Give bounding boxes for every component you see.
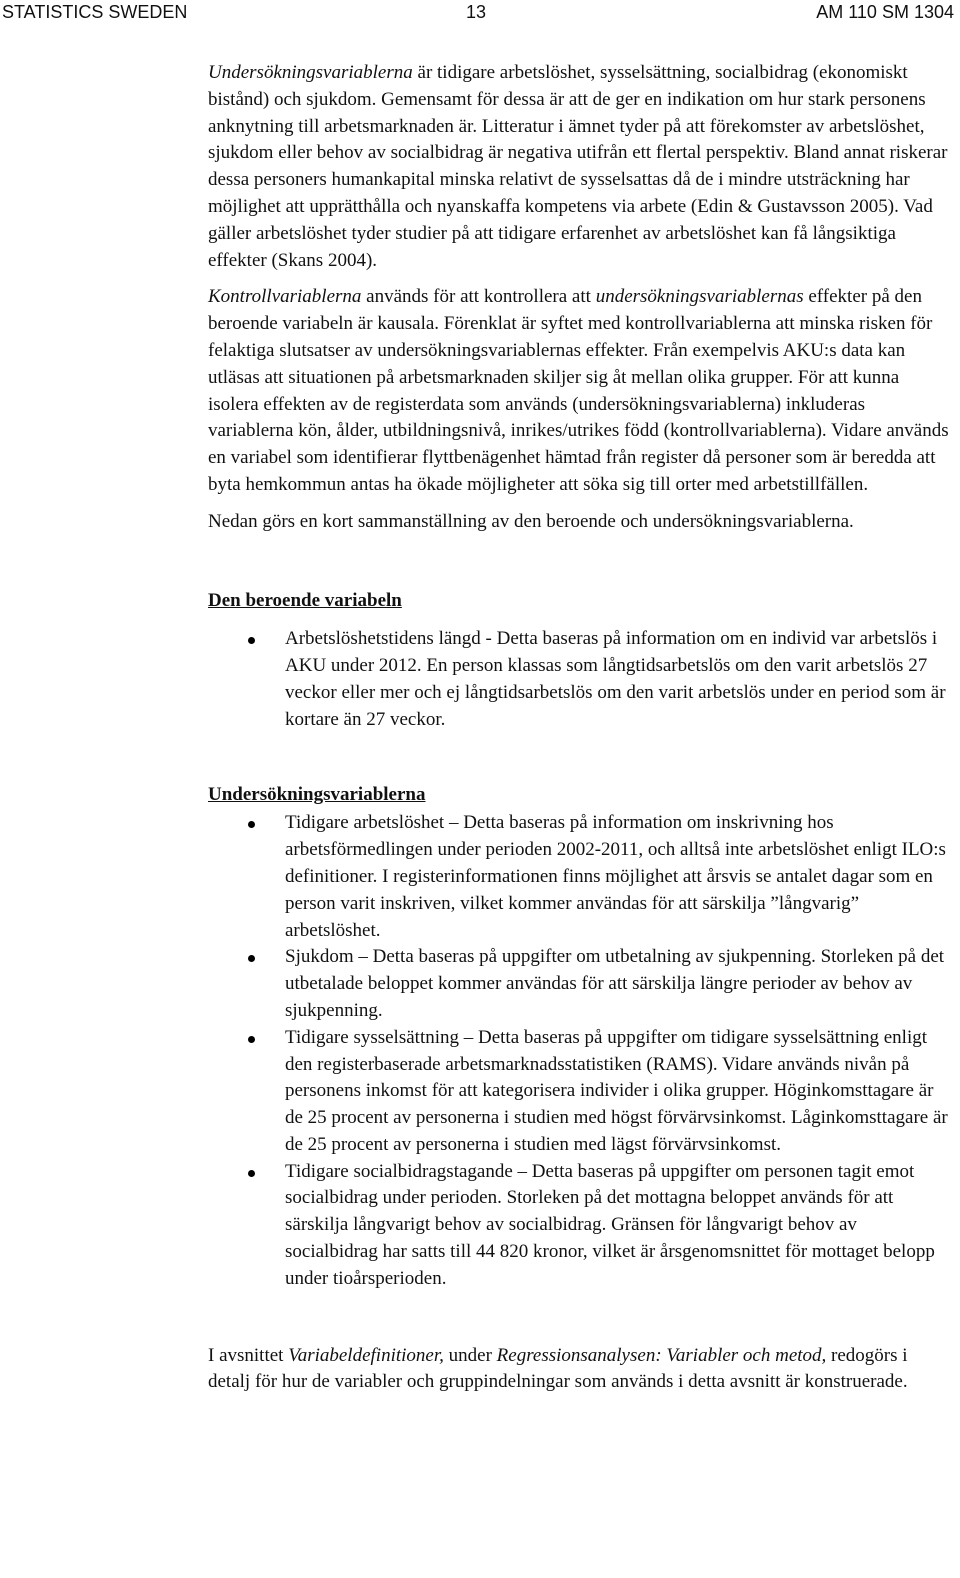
list-item (208, 1159, 954, 1293)
report-code: AM 110 SM 1304 (816, 2, 954, 22)
bullet-icon (248, 821, 255, 828)
paragraph-summary-intro: Nedan görs en kort sammanställning av den beroende och undersökningsvariablerna. (208, 510, 854, 532)
paragraph-text: effekter på den beroende variabeln är kausala. Förenklat är syftet med kontrollvariablerna att minska risken för felaktiga slutsatser av undersökningsvariablernas effekter. Från exempelvis AKU:s data kan utläsas att situationen på arbetsmarknaden skiljer sig åt mellan olika grupper. För att kunna isolera effekten av de registerdata som används (undersökningsvariablerna) inkluderas variablerna kön, ålder, utbildningsnivå, inrikes/utrikes född (kontrollvariablerna). Vidare används en variabel som identifierar flyttbenägenhet hämtad från register då personer som är beredda att byta hemkommun antas ha ökade möjligheter att söka sig till orter med arbetstillfällen. (208, 286, 949, 495)
section-reference: Variabeldefinitioner, (288, 1344, 444, 1366)
list-item (208, 810, 954, 944)
section-heading-study-variables: Undersökningsvariablerna (208, 783, 426, 805)
paragraph-text: under (443, 1344, 497, 1366)
paragraph-undersokningsvariabler (208, 60, 954, 274)
list-item-text: Sjukdom – Detta baseras på uppgifter om utbetalning av sjukpenning. Storleken på det utbetalade beloppet kommer användas för att särskilja längre perioder av behov av sjukpenning. (285, 946, 945, 1021)
list-item (208, 944, 954, 1024)
page-number: 13 (466, 2, 487, 22)
paragraph-text: är tidigare arbetslöshet, sysselsättning, socialbidrag (ekonomiskt bistånd) och sjukdom. Gemensamt för dessa är att de ger en indikation om hur stark personens anknytning till arbetsmarknaden är. Litteratur i ämnet tyder på att förekomster av arbetslöshet, sjukdom eller behov av socialbidrag är negativa utifrån ett flertal perspektiv. Bland annat riskerar dessa personers humankapital minska relativt de sysselsattas då de i mindre utsträckning har möjlighet att upprätthålla och nyanskaffa kompetens via arbete (Edin & Gustavsson 2005). Vad gäller arbetslöshet tyder studier på att tidigare erfarenhet av arbetslöshet kan få långsiktiga effekter (Skans 2004). (208, 62, 948, 271)
list-item-text: Tidigare sysselsättning – Detta baseras på uppgifter om tidigare sysselsättning enligt den registerbaserade arbetsmarknadsstatistiken (RAMS). Vidare används nivån på personens inkomst för att kategorisera individer i olika grupper. Höginkomsttagare är de 25 procent av personerna i studien med högst förvärvsinkomst. Låginkomsttagare är de 25 procent av personerna i studien med lägst förvärvsinkomst. (285, 1026, 948, 1155)
bullet-icon (248, 637, 255, 644)
page-header (0, 0, 960, 30)
study-variables-list (208, 810, 954, 1292)
list-item-text: Arbetslöshetstidens längd - Detta baseras på information om en individ var arbetslös i AKU under 2012. En person klassas som långtidsarbetslös om den varit arbetslös 27 veckor eller mer och ej långtidsarbetslös om den varit arbetslös under en period som är kortare än 27 veckor. (285, 628, 946, 730)
section-reference: Regressionsanalysen: Variabler och metod, (496, 1344, 827, 1366)
paragraph-text: används för att kontrollera att (361, 286, 596, 308)
paragraph-text: I avsnittet (208, 1344, 289, 1366)
section-heading-dependent-variable: Den beroende variabeln (208, 589, 402, 611)
term-italic: undersökningsvariablernas (595, 286, 804, 308)
paragraph-text: redogörs i detalj för hur de variabler och gruppindelningar som används i detta avsnitt är konstruerade. (208, 1344, 908, 1393)
paragraph-closing (208, 1343, 954, 1397)
term-italic: Kontrollvariablerna (208, 286, 362, 308)
bullet-icon (248, 1036, 255, 1043)
list-item-text: Tidigare arbetslöshet – Detta baseras på information om inskrivning hos arbetsförmedlingen under perioden 2002-2011, och alltså inte arbetslöshet enligt ILO:s definitioner. I registerinformationen finns möjlighet att årsvis se antalet dagar som en person varit inskriven, vilket kommer användas för att särskilja ”långvarig” arbetslöshet. (285, 812, 946, 941)
dependent-variable-list (208, 626, 954, 733)
document-body (208, 60, 954, 1406)
term-italic: Undersökningsvariablerna (208, 62, 413, 83)
bullet-icon (248, 955, 255, 962)
bullet-icon (248, 1170, 255, 1177)
list-item-text: Tidigare socialbidragstagande – Detta baseras på uppgifter om personen tagit emot socialbidrag under perioden. Storleken på det mottagna beloppet används för att särskilja långvarigt behov av socialbidrag. Gränsen för långvarigt behov av socialbidrag har satts till 44 820 kronor, vilket är årsgenomsnittet för mottaget belopp under tioårsperioden. (285, 1160, 935, 1289)
list-item (208, 626, 954, 733)
paragraph-kontrollvariabler (208, 284, 954, 498)
publisher-name: STATISTICS SWEDEN (2, 2, 188, 22)
list-item (208, 1025, 954, 1159)
